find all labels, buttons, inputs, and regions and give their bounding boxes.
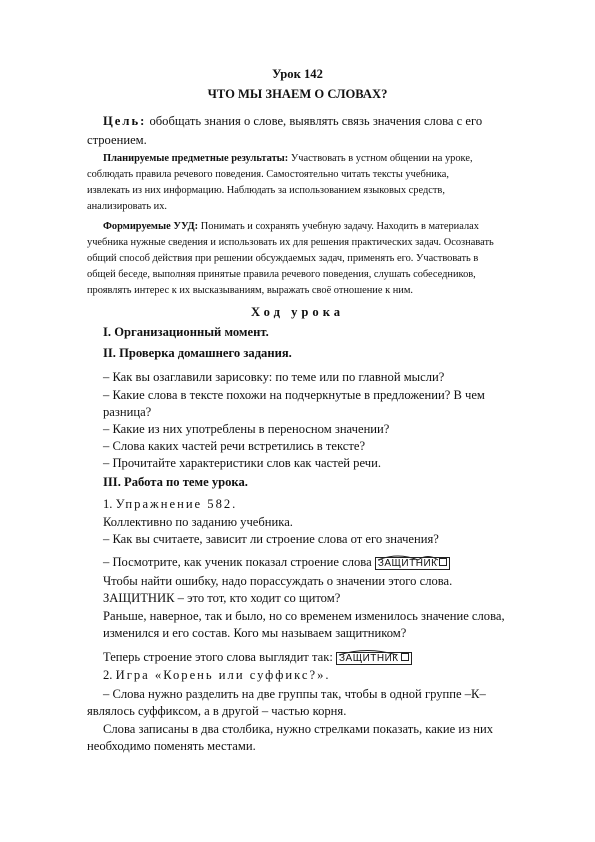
uud-line-2: учебника нужные сведения и использовать их для решения практических задач. Осознавать — [87, 237, 494, 248]
earlier-line-2: изменился и его состав. Кого мы называем защитником? — [103, 626, 407, 640]
uud-line-4: общей беседе, выполняя принятые правила речевого поведения, слушать собеседников, — [87, 269, 476, 280]
goal-text-cont: строением. — [87, 133, 147, 147]
section-1-heading: I. Организационный момент. — [103, 325, 269, 339]
find-error-text: Чтобы найти ошибку, надо порассуждать о значении этого слова. — [103, 574, 453, 588]
columns-line-2: необходимо поменять местами. — [87, 739, 256, 753]
earlier-line-1: Раньше, наверное, так и было, но со временем изменилось значение слова, — [103, 609, 505, 623]
planned-line-3: извлекать из них информацию. Наблюдать за использованием языковых средств, — [87, 185, 445, 196]
split-line-1: – Слова нужно разделить на две группы так, чтобы в одной группе –К– — [103, 687, 486, 701]
lesson-progress-heading: Ход урока — [250, 305, 345, 319]
definition-text: ЗАЩИТНИК – это тот, кто ходит со щитом? — [103, 591, 341, 605]
split-line-2: являлось суффиксом, а в другой – частью корня. — [87, 704, 347, 718]
planned-line-4: анализировать их. — [87, 201, 168, 212]
planned-label: Планируемые предметные результаты: — [103, 153, 289, 164]
section-3-heading: III. Работа по теме урока. — [103, 475, 248, 489]
hw-question-5: – Прочитайте характеристики слов как частей речи. — [103, 456, 381, 470]
root-arc-icon — [376, 551, 446, 561]
word-structure-wrong: ЗАЩИТНИК — [375, 557, 451, 570]
goal-label: Цель: — [103, 114, 147, 128]
planned-line-2: соблюдать правила речевого поведения. Самостоятельно читать тексты учебника, — [87, 169, 449, 180]
hw-question-1: – Как вы озаглавили зарисовку: по теме или по главной мысли? — [103, 370, 445, 384]
exercise-1-heading: 1. Упражнение 582. — [103, 497, 238, 511]
word-structure-right: ЗАЩИТНИК — [336, 652, 412, 665]
uud-line-3: общий способ действия при решении обсуждаемых задач, применять его. Участвовать в — [87, 253, 479, 264]
uud-line-1: Формируемые УУД: Понимать и сохранять учебную задачу. Находить в материалах — [103, 221, 479, 232]
planned-line-1: Планируемые предметные результаты: Участвовать в устном общении на уроке, — [103, 153, 473, 164]
hw-question-3: – Какие из них употреблены в переносном значении? — [103, 422, 390, 436]
hw-question-2: – Какие слова в тексте похожи на подчеркнутые в предложении? В чем — [103, 388, 485, 402]
page-title: ЧТО МЫ ЗНАЕМ О СЛОВАХ? — [207, 87, 388, 101]
exercise-2-heading: 2. Игра «Корень или суффикс?». — [103, 668, 331, 682]
now-structure: Теперь строение этого слова выглядит так: ЗАЩИТНИК — [103, 651, 412, 665]
uud-line-5: проявлять интерес к их высказываниям, выражать своё отношение к ним. — [87, 285, 414, 296]
uud-label: Формируемые УУД: — [103, 221, 199, 232]
question-look: – Посмотрите, как ученик показал строение слова ЗАЩИТНИК — [103, 556, 450, 570]
hw-question-2-cont: разница? — [103, 405, 152, 419]
columns-line-1: Слова записаны в два столбика, нужно стрелками показать, какие из них — [103, 722, 494, 736]
root-arc-icon — [337, 646, 407, 656]
hw-question-4: – Слова каких частей речи встретились в тексте? — [103, 439, 366, 453]
collective-note: Коллективно по заданию учебника. — [103, 515, 293, 529]
lesson-number: Урок 142 — [272, 67, 323, 81]
question-depend: – Как вы считаете, зависит ли строение слова от его значения? — [103, 532, 439, 546]
goal-text: обобщать знания о слове, выявлять связь значения слова с его — [149, 114, 483, 128]
section-2-heading: II. Проверка домашнего задания. — [103, 346, 292, 360]
goal-line — [103, 115, 551, 128]
